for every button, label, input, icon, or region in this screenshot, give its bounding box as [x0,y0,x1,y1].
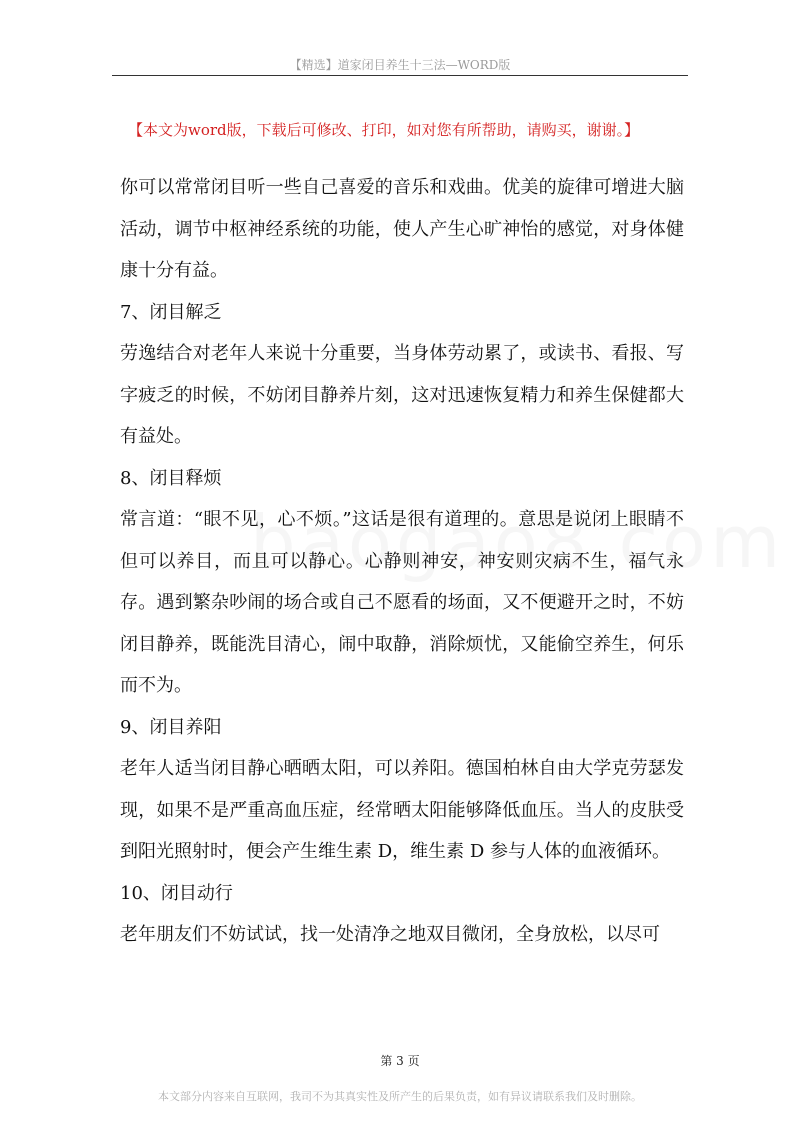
section-heading-8: 8、闭目释烦 [120,467,222,489]
header-divider [112,75,688,76]
paragraph-music: 你可以常常闭目听一些自己喜爱的音乐和戏曲。优美的旋律可增进大脑活动，调节中枢神经系统的功能，使人产生心旷神怡的感觉，对身体健康十分有益。 [120,177,684,281]
section-heading-7: 7、闭目解乏 [120,301,222,323]
document-body [120,167,684,956]
download-notice: 【本文为word版，下载后可修改、打印，如对您有所帮助，请购买，谢谢。】 [128,121,640,139]
paragraph-relief-fatigue: 劳逸结合对老年人来说十分重要，当身体劳动累了，或读书、看报、写字疲乏的时候，不妨闭目静养片刻，这对迅速恢复精力和养生保健都大有益处。 [120,343,684,447]
paragraph-release-worry: 常言道：“眼不见，心不烦。”这话是很有道理的。意思是说闭上眼睛不但可以养目，而且可以静心。心静则神安，神安则灾病不生，福气永存。遇到繁杂吵闹的场合或自己不愿看的场面，又不便避开之时，不妨闭目静养，既能洗目清心，闹中取静，消除烦忧，又能偷空养生，何乐而不为。 [120,509,684,696]
page-header-title: 【精选】道家闭目养生十三法—WORD版 [289,58,511,72]
footer-disclaimer: 本文部分内容来自互联网，我司不为其真实性及所产生的后果负责，如有异议请联系我们及时删除。 [158,1090,642,1103]
paragraph-closed-eyes-move: 老年朋友们不妨试试，找一处清净之地双目微闭，全身放松，以尽可 [120,924,660,945]
page-number: 第 3 页 [380,1054,420,1068]
section-heading-10: 10、闭目动行 [120,882,233,904]
paragraph-nourish-yang: 老年人适当闭目静心晒晒太阳，可以养阳。德国柏林自由大学克劳瑟发现，如果不是严重高血压症，经常晒太阳能够降低血压。当人的皮肤受到阳光照射时，便会产生维生素 D，维生素 D 参与人体的血液循环。 [120,758,684,862]
section-heading-9: 9、闭目养阳 [120,716,222,738]
